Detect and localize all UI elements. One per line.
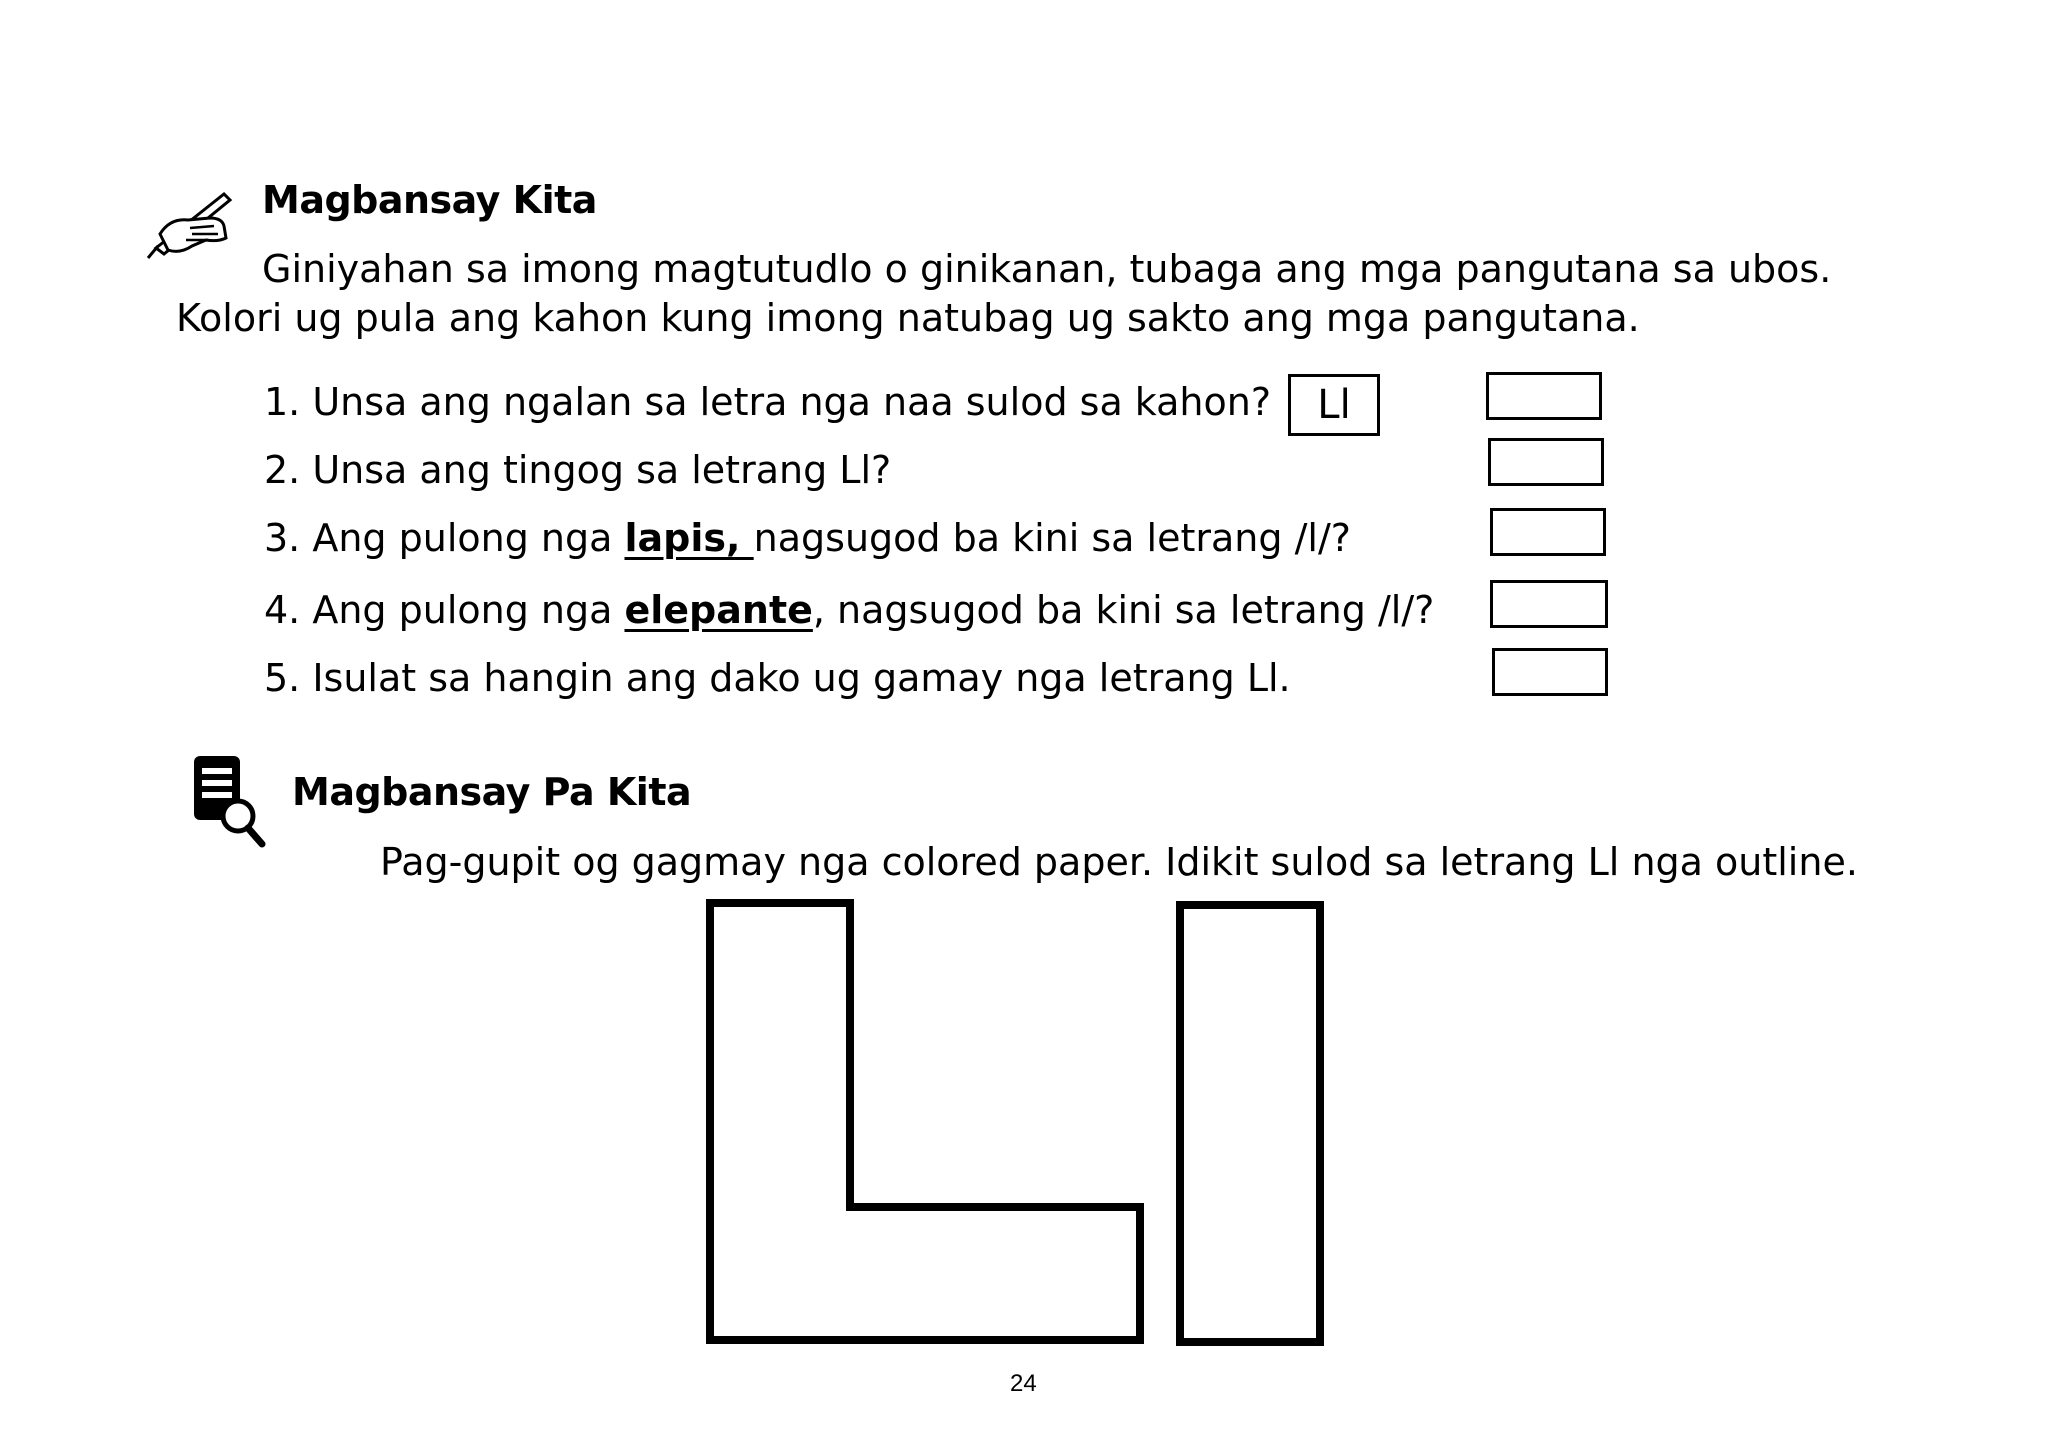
answer-box-1[interactable] [1486,372,1602,420]
page-number: 24 [1010,1370,1037,1397]
answer-box-2[interactable] [1488,438,1604,486]
section-2-instruction: Pag-gupit og gagmay nga colored paper. Idikit sulod sa letrang Ll nga outline. [380,840,1858,884]
question-4-suffix: , nagsugod ba kini sa letrang /l/? [812,588,1435,632]
question-3-prefix: 3. Ang pulong nga [264,516,625,560]
section-title-magbansay-kita: Magbansay Kita [262,178,597,222]
question-3 [264,514,1351,562]
question-1: 1. Unsa ang ngalan sa letra nga naa sulod sa kahon? [264,380,1272,424]
question-4 [264,586,1434,634]
word-elepante: elepante [624,588,813,632]
uppercase-l-outline [710,903,1140,1340]
boxed-letter: Ll [1288,374,1380,436]
answer-box-4[interactable] [1490,580,1608,628]
lowercase-l-outline [1180,905,1320,1342]
answer-box-3[interactable] [1490,508,1606,556]
question-5: 5. Isulat sa hangin ang dako ug gamay nga letrang Ll. [264,656,1291,700]
instruction-line-1: Giniyahan sa imong magtutudlo o ginikanan, tubaga ang mga pangutana sa ubos. [262,247,1832,291]
word-lapis: lapis, [624,516,754,560]
question-4-prefix: 4. Ang pulong nga [264,588,625,632]
section-title-magbansay-pa-kita: Magbansay Pa Kita [292,770,692,814]
document-search-icon [190,752,270,848]
hand-writing-pen-icon [140,188,235,263]
instruction-line-2: Kolori ug pula ang kahon kung imong natubag ug sakto ang mga pangutana. [176,296,1640,340]
letter-ll-outline[interactable] [700,895,1340,1360]
answer-box-5[interactable] [1492,648,1608,696]
question-2: 2. Unsa ang tingog sa letrang Ll? [264,448,892,492]
question-3-suffix: nagsugod ba kini sa letrang /l/? [753,516,1351,560]
